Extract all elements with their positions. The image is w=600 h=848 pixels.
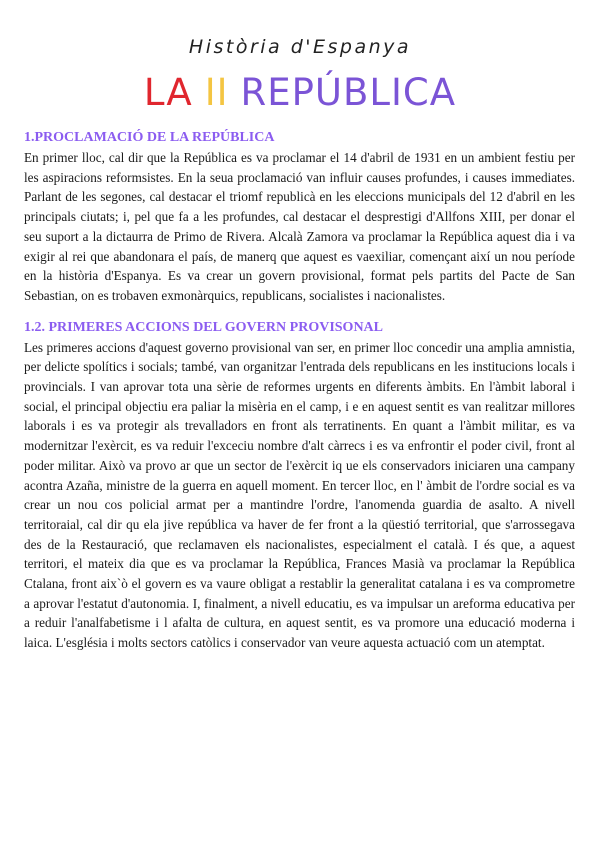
- subject-title: Història d'Espanya: [188, 36, 412, 58]
- main-title: [0, 68, 600, 118]
- section-paragraph-primeres-accions: Les primeres accions d'aquest governo provisional van ser, en primer lloc concedir una amplia amnistia, per delicte spolítics i socials; també, van organitzar l'entrada dels republicans en les institucions locals i provincials. I van aprovar tota una sèrie de reformes urgents en diferents àmbits. En l'àmbit laboral i social, el principal objectiu era paliar la misèria en el camp, i e en aquest sentit es van realitzar millores laborals i es va protegir als trevalladors en front als terratinents. En quant a l'àmbit militar, es va modernitzar l'exèrcit, es va reduir l'exceciu nombre d'alt càrrecs i es va enfrontir el poder civil, front al poder militar. Això va provo ar que un sector de l'exèrcit iq ue els conservadors iniciaren una campany acontra Azaña, ministre de la guerra en aquell moment. En tercer lloc, en l' àmbit de l'ordre social es va crear un nou cos policial armat per a mantindre l'ordre, l'anomenda guardia de asalto. A nivell territoraial, cal dir qu ela jive república va haver de fer front a la qüestió territorial, que s'arrossegava des de la Restauració, que reclamaven els nacionalistes, especialment el català. I és que, a aquest territori, el mateix dia que es va proclamar la República, Frances Masià va proclamar la República Ctalana, front aix`ò el govern es va vaure obligat a restablir la generalitat catalana i es va comprometre a aprovar l'estatut d'autonomia. I, finalment, a nivell educatiu, es va impulsar un areforma educativa per a reduir l'analfabetisme i l afalta de cultura, en aquest sentit, es va promore una educació moderna i laica. L'església i molts sectors catòlics i conservador van veure aquesta actuació com un atemptat.: [24, 339, 575, 651]
- section-heading-primeres-accions: 1.2. PRIMERES ACCIONS DEL GOVERN PROVISONAL: [24, 319, 383, 335]
- title-word-republica: REPÚBLICA: [240, 71, 457, 114]
- section-heading-proclamacio: 1.PROCLAMACIÓ DE LA REPÚBLICA: [24, 130, 275, 145]
- section-paragraph-proclamacio: En primer lloc, cal dir que la República es va proclamar el 14 d'abril de 1931 en un ambient festiu per les aspiracions reformsistes. En la seua proclamació van influir causes profundes, i causes immediates. Parlant de les segones, cal destacar el triomf republicà en les eleccions municipals del 12 d'abril en les principals ciutats; i, pel que fa a les profundes, cal destacar el desprestigi d'Allfons XIII, per donar el seu suport a la dictaurra de Primo de Rivera. Alcalà Zamora va proclamar la República aquest dia i va exigir al rei que abandonara el país, de manerq que aquest es vaexiliar, començant així un nou període en la història d'Espanya. Es va crear un govern provisional, format pels partits del Pacte de San Sebastian, on es trobaven exmonàrquics, republicans, socialistes i nacionalistes.: [24, 150, 575, 303]
- document-body: [24, 128, 575, 653]
- title-word-la: LA: [143, 71, 193, 114]
- section-spacer: [24, 306, 575, 318]
- title-word-ii: II: [204, 71, 229, 114]
